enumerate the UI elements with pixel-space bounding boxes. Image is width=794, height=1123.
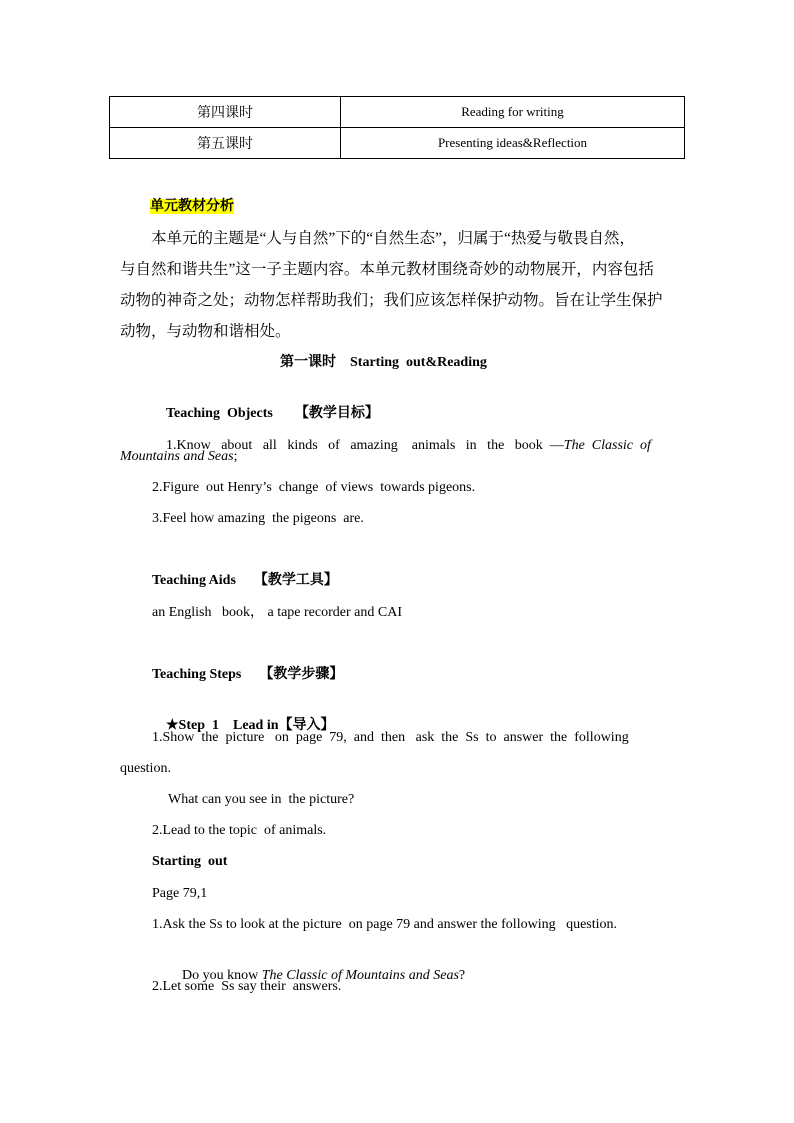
step-1-item-2: 2.Lead to the topic of animals. [152, 823, 327, 838]
teaching-steps-heading-en: Teaching Steps [152, 667, 242, 682]
starting-out-item-2: 2.Let some Ss say their answers. [152, 979, 342, 994]
objective-1-end: ; [233, 449, 238, 464]
unit-analysis-line-3: 动物的神奇之处；动物怎样帮助我们；我们应该怎样保护动物。旨在让学生保护 [120, 292, 663, 309]
teaching-steps-heading-cn: 【教学步骤】 [259, 667, 344, 682]
teaching-objects-heading-en: Teaching Objects [166, 406, 273, 421]
teaching-aids-text: an English book， a tape recorder and CAI [152, 605, 402, 620]
lesson-period-cell: 第五课时 [110, 128, 341, 159]
objective-item-3: 3.Feel how amazing the pigeons are. [152, 511, 364, 526]
lesson-schedule-table [109, 96, 685, 159]
unit-analysis-heading [150, 197, 234, 217]
objective-item-1 [152, 416, 674, 476]
question-book-title: The Classic of Mountains and Seas [261, 968, 459, 983]
question-text: Do you know [182, 968, 262, 983]
lesson-content-cell: Presenting ideas&Reflection [341, 128, 685, 159]
lesson-period-cell: 第四课时 [110, 97, 341, 128]
unit-analysis-line-1: 本单元的主题是“人与自然”下的“自然生态”，归属于“热爱与敬畏自然， [151, 230, 635, 247]
teaching-aids-heading-cn: 【教学工具】 [253, 573, 338, 588]
unit-analysis-line-4: 动物，与动物和谐相处。 [120, 323, 291, 340]
step-1-heading-en: ★Step 1 Lead in [166, 718, 279, 733]
step-1-item-1: 1.Show the picture on page 79, and then ask the Ss to answer the following [152, 730, 629, 745]
teaching-objects-heading-cn: 【教学目标】 [294, 406, 379, 421]
unit-analysis-heading-text: 单元教材分析 [150, 199, 234, 214]
unit-analysis-line-2: 与自然和谐共生”这一子主题内容。本单元教材围绕奇妙的动物展开，内容包括 [120, 261, 654, 278]
page-reference: Page 79,1 [152, 886, 208, 901]
objective-1-text: 1.Know about all kinds of amazing animals in the book — [166, 438, 564, 453]
starting-out-heading: Starting out [152, 854, 228, 869]
starting-out-question [168, 946, 465, 1006]
table-row [110, 97, 685, 128]
objective-item-2: 2.Figure out Henry’s change of views towards pigeons. [152, 480, 476, 495]
starting-out-item-1: 1.Ask the Ss to look at the picture on page 79 and answer the following question. [152, 917, 618, 932]
step-1-heading-cn: 【导入】 [278, 718, 335, 733]
objective-1-book-title-b: Mountains and Seas [120, 449, 234, 464]
step-1-question: What can you see in the picture? [168, 792, 355, 807]
table-row [110, 128, 685, 159]
teaching-aids-heading [152, 571, 338, 591]
teaching-steps-heading [152, 665, 343, 685]
objective-1-book-title-a: The Classic of [563, 438, 651, 453]
step-1-item-1-cont: question. [120, 761, 171, 776]
lesson-content-cell: Reading for writing [341, 97, 685, 128]
objective-item-1-cont [120, 447, 237, 467]
teaching-aids-heading-en: Teaching Aids [152, 573, 236, 588]
lesson1-title: 第一课时 Starting out&Reading [280, 355, 487, 370]
question-end: ? [458, 968, 466, 983]
